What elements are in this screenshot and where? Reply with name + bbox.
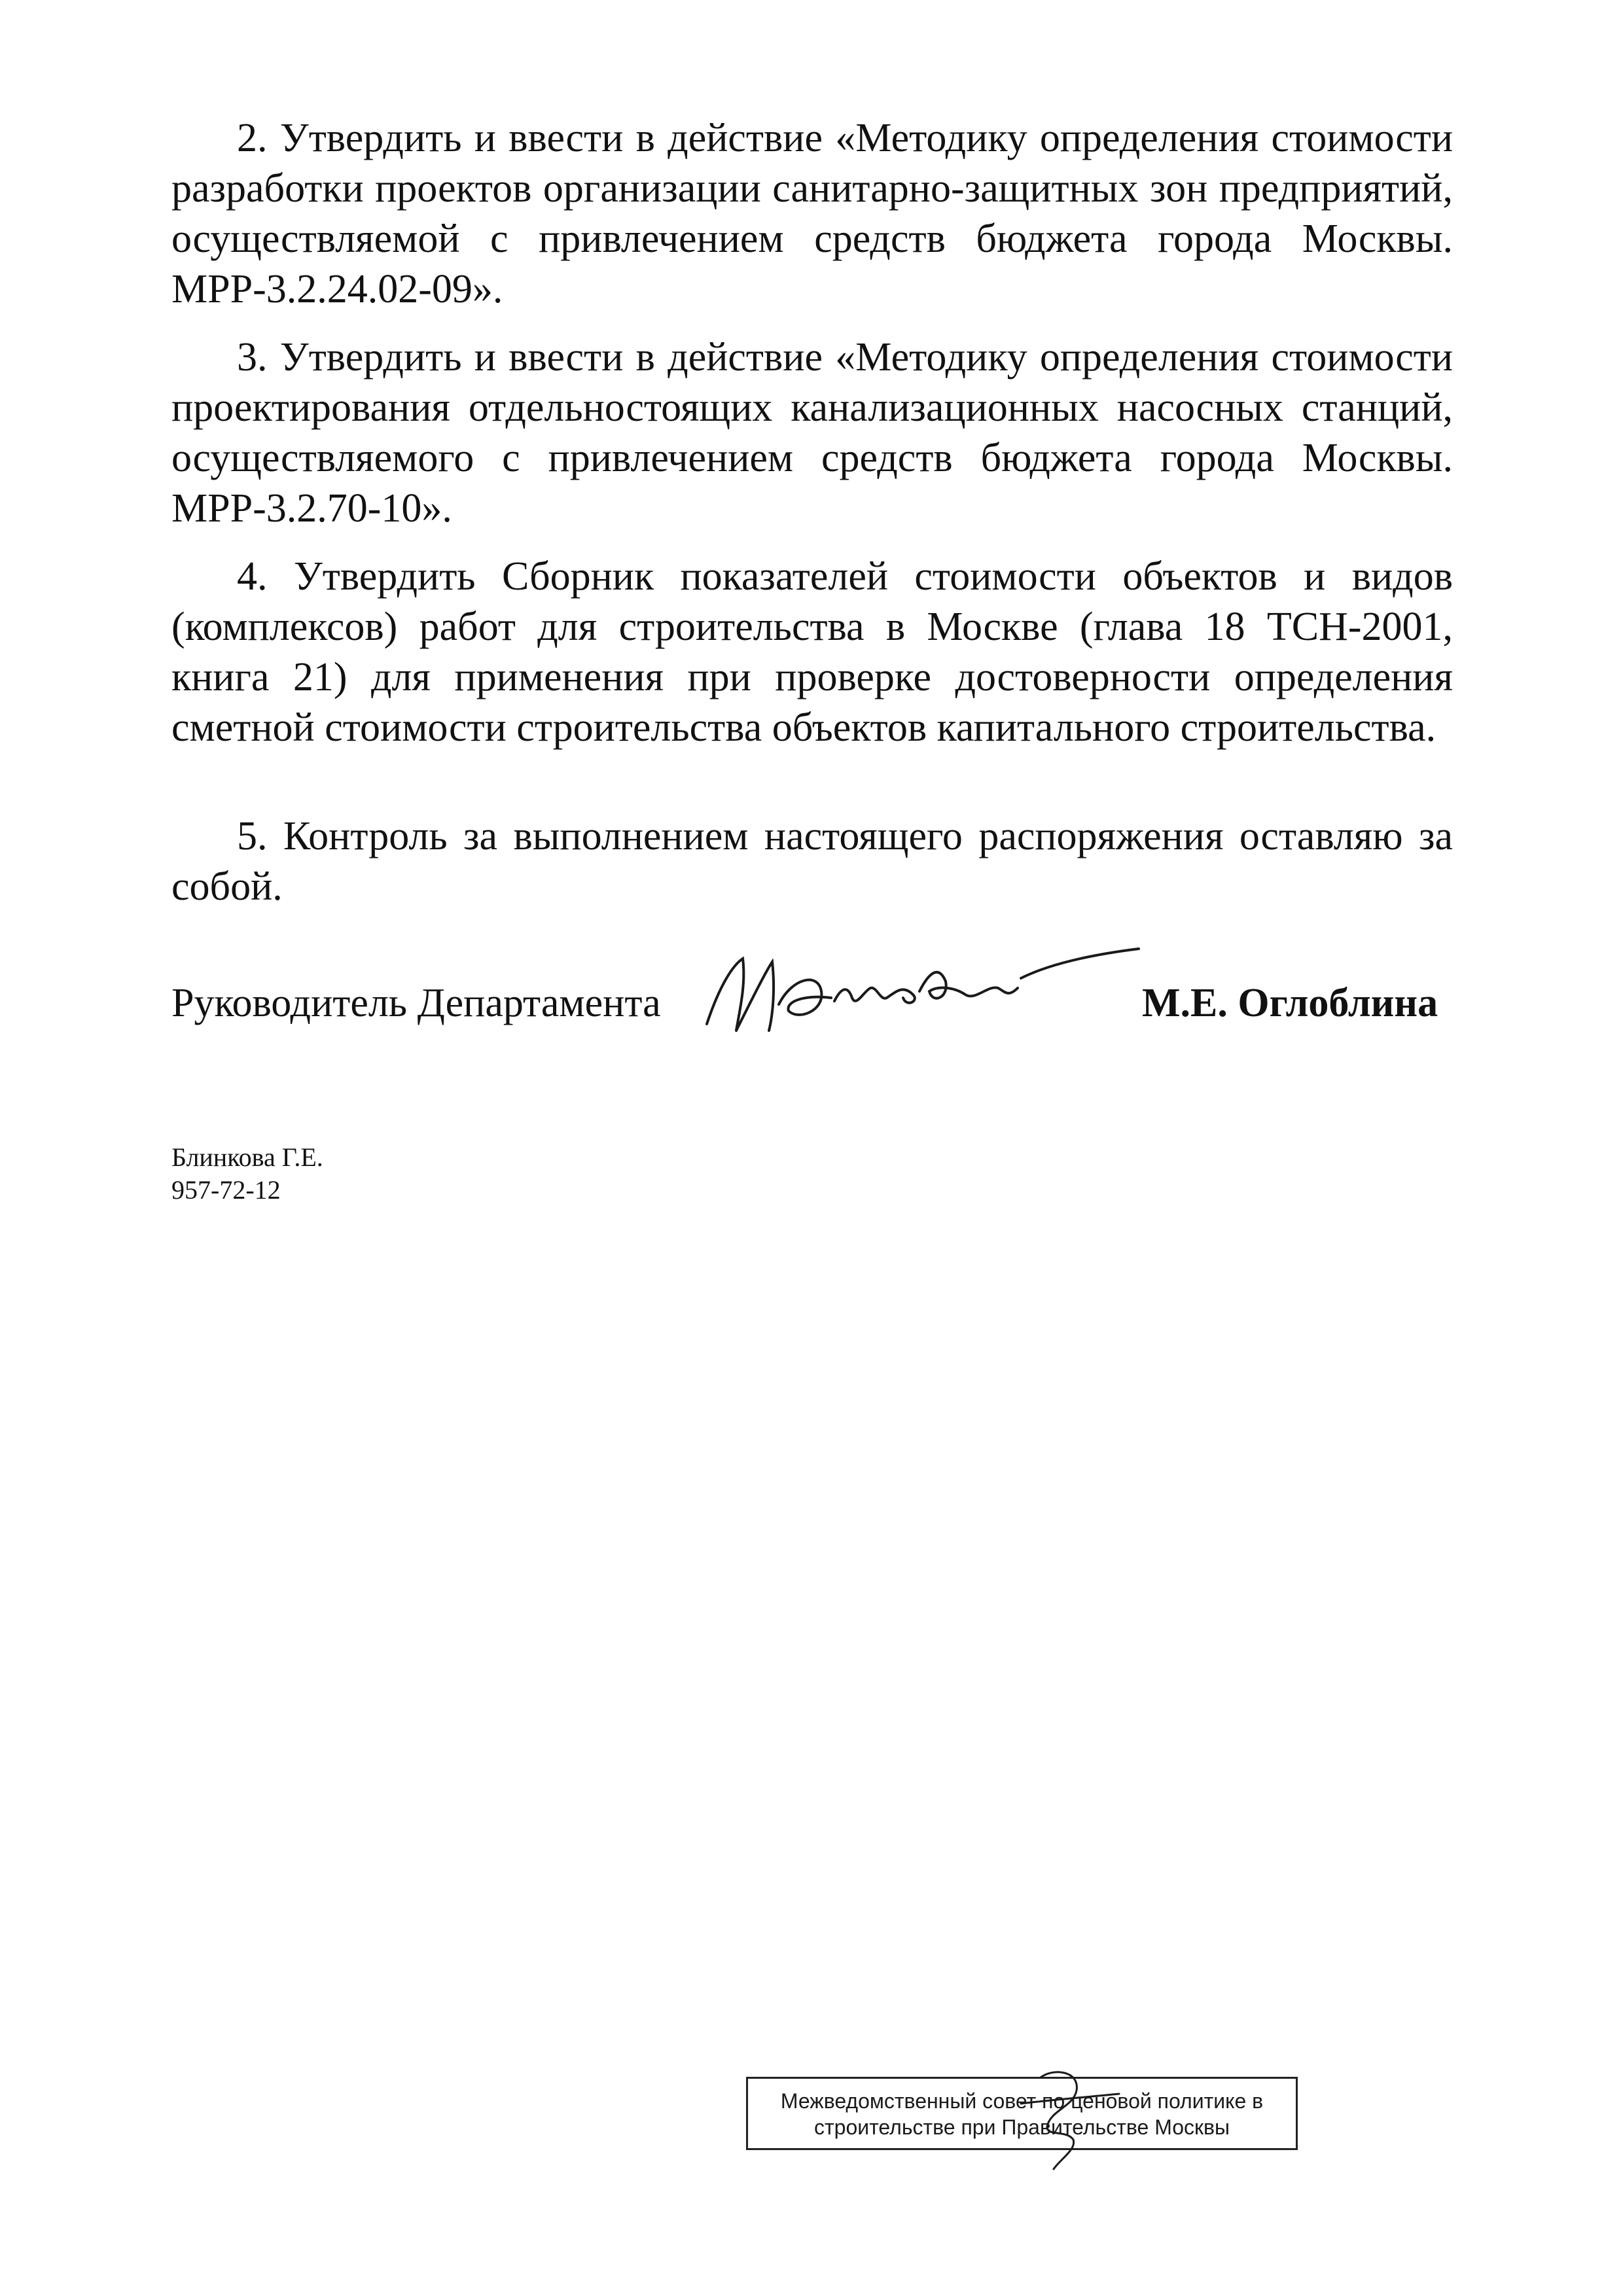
paragraph-item-3: 3. Утвердить и ввести в действие «Методику определения стоимости проектирования отдельностоящих канализационных насосных станций, осуществляемого с привлечением средств бюджета города Москвы. МРР-3.2.70-10».: [171, 335, 1453, 531]
contact-phone: 957-72-12: [171, 1175, 281, 1205]
stamp-line-1: Межведомственный совет по ценовой политике в: [780, 2089, 1264, 2113]
stamp-line-2: строительстве при Правительстве Москвы: [813, 2115, 1230, 2139]
stamp-signature: [995, 2064, 1139, 2176]
signer-name: М.Е. Оглоблина: [1142, 981, 1438, 1025]
paragraph-item-2: 2. Утвердить и ввести в действие «Методику определения стоимости разработки проектов организации санитарно-защитных зон предприятий, осуществляемой с привлечением средств бюджета города Москвы. МРР-3.2.24.02-09».: [171, 116, 1453, 311]
paragraph-item-4: 4. Утвердить Сборник показателей стоимости объектов и видов (комплексов) работ для строительства в Москве (глава 18 ТСН-2001, книга 21) для применения при проверке достоверности определения сметной стоимости строительства объектов капитального строительства.: [171, 554, 1453, 750]
signer-role: Руководитель Департамента: [171, 981, 661, 1025]
handwritten-signature: [681, 926, 1152, 1057]
paragraph-item-5: 5. Контроль за выполнением настоящего распоряжения оставляю за собой.: [171, 814, 1453, 909]
contact-name: Блинкова Г.Е.: [171, 1142, 323, 1172]
